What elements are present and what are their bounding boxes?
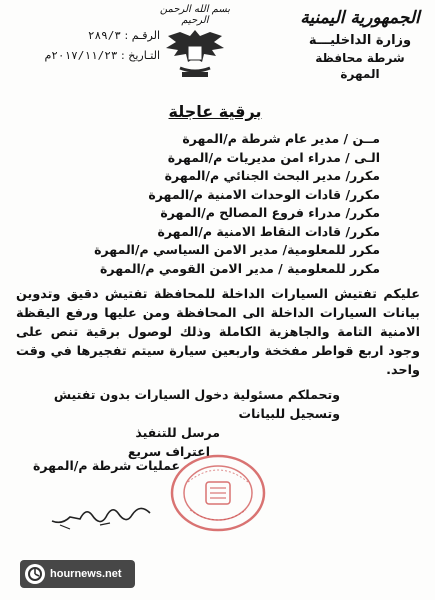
date-row xyxy=(30,46,160,66)
closing-dispatch: مرسل للتنفيذ xyxy=(135,425,220,440)
recipient-line: مكرر/ قادات الوحدات الامنية م/المهرة xyxy=(148,186,380,202)
country-name: الجمهورية اليمنية xyxy=(300,8,420,28)
recipient-line: مكرر/ قادات النقاط الامنية م/المهرة xyxy=(157,223,380,239)
recipient-line: مكرر/ مدير البحث الجنائي م/المهرة xyxy=(164,168,380,183)
letter-reference xyxy=(30,26,160,66)
recipient-line: مكرر للمعلومية/ مدير الامن السياسي م/المهرة xyxy=(94,242,380,257)
date-label: التـاريخ : xyxy=(121,49,160,62)
recipient-line: الـى / مدراء امن مديريات م/المهرة xyxy=(167,149,380,165)
closing-responsibility: وتحملكم مسئولية دخول السيارات بدون تفتيش وتسجيل للبيانات xyxy=(53,387,340,421)
operations-signoff: عمليات شرطة م/المهرة xyxy=(33,458,180,473)
yemen-eagle-emblem-icon xyxy=(160,22,230,82)
police-department: شرطة محافظة المهرة xyxy=(315,51,405,81)
telegram-title: برقية عاجلة xyxy=(168,102,262,121)
site-watermark xyxy=(20,560,135,588)
date-value: ٢٠١٧/١١/٢٣م xyxy=(44,49,118,62)
ref-label: الرقـم : xyxy=(124,29,160,42)
ministry-name: وزارة الداخليـــة xyxy=(308,33,412,48)
ref-number-row xyxy=(30,26,160,46)
letterhead-right xyxy=(295,8,425,82)
ref-number: ٢٨٩/٣ xyxy=(87,29,122,42)
hournews-logo-icon xyxy=(24,563,46,585)
recipient-line: مــن / مدير عام شرطة م/المهرة xyxy=(182,131,380,146)
closing-acknowledge: اعتراف سريع xyxy=(127,444,210,459)
basmala: بسم الله الرحمن الرحيم xyxy=(159,4,231,26)
recipient-line: مكرر للمعلومية / مدير الامن القومي م/المهرة xyxy=(100,260,380,276)
official-stamp-icon xyxy=(168,452,268,534)
watermark-text: hournews.net xyxy=(50,568,122,580)
recipient-line: مكرر/ مدراء فروع المصالح م/المهرة xyxy=(160,205,380,220)
closing-block xyxy=(40,385,340,461)
message-body: عليكم تفتيش السيارات الداخلة للمحافظة تفتيش دقيق وتدوين بيانات السيارات الداخلة الى المحافظة ومن عليها ورفع اليقظة الامنية التامة والجاهزية الكاملة وذلك لوصول برقية تنص على وجود اربع قواطر مفخخة واربعين سيارة سيتم تفجيرها في وقت واحد. xyxy=(16,287,420,378)
handwritten-signature-icon xyxy=(40,495,160,535)
recipients-list xyxy=(40,130,380,278)
